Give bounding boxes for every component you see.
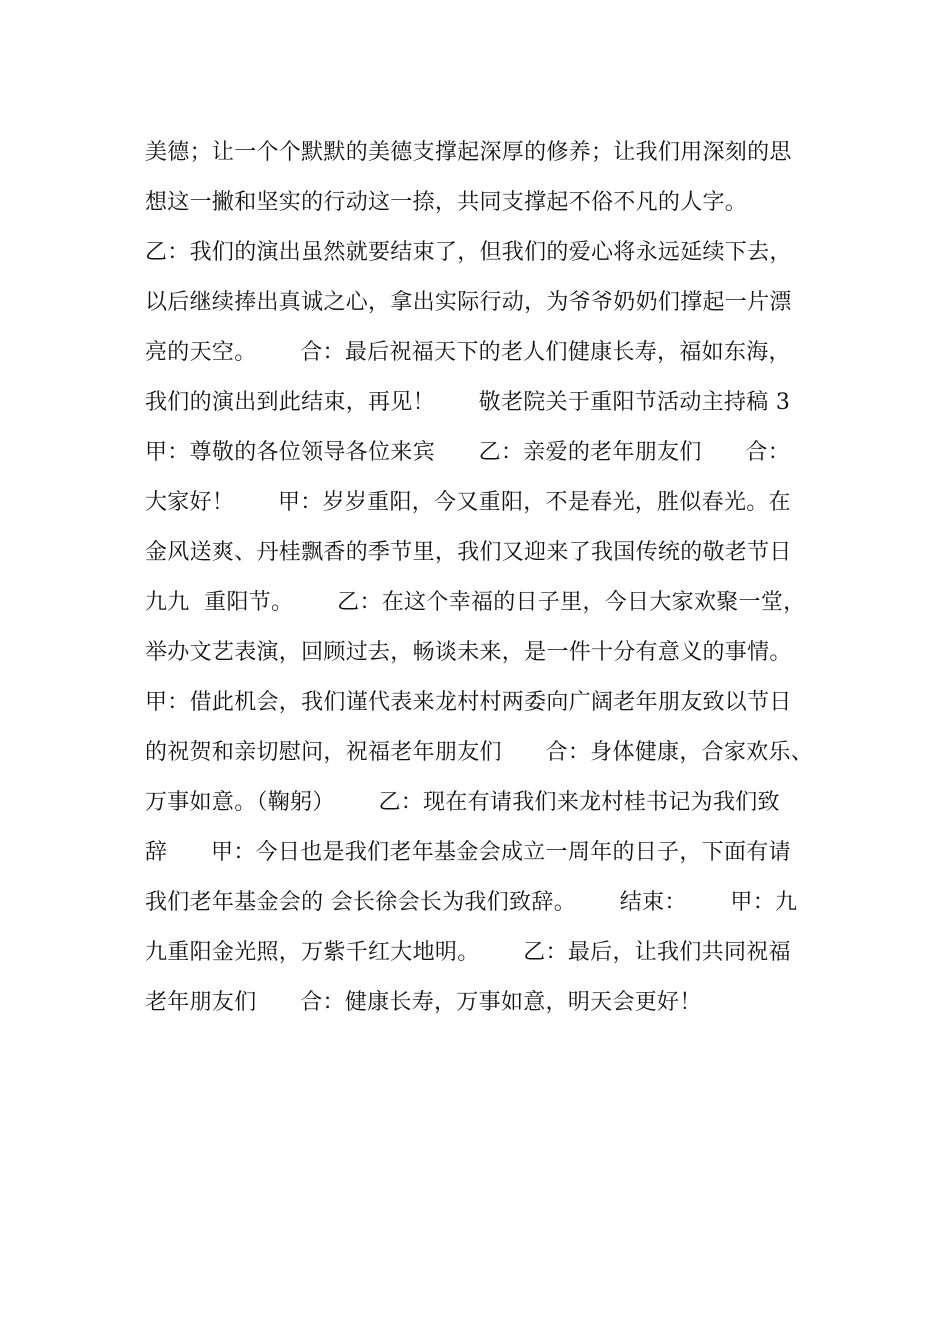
text-line: 万事如意。（鞠躬） 乙：现在有请我们来龙村桂书记为我们致 bbox=[145, 790, 780, 815]
text-line: 大家好！ 甲：岁岁重阳，今又重阳，不是春光，胜似春光。在 bbox=[145, 490, 791, 515]
text-line: 我们的演出到此结束，再见！ 敬老院关于重阳节活动主持稿 3 bbox=[145, 390, 791, 415]
body-text bbox=[145, 133, 845, 1033]
text-line: 以后继续捧出真诚之心，拿出实际行动，为爷爷奶奶们撑起一片漂 bbox=[145, 290, 792, 315]
text-line: 甲：尊敬的各位领导各位来宾 乙：亲爱的老年朋友们 合： bbox=[145, 440, 791, 465]
text-line: 金风送爽、丹桂飘香的季节里，我们又迎来了我国传统的敬老节日 bbox=[145, 540, 792, 565]
text-line: 甲：借此机会，我们谨代表来龙村村两委向广阔老年朋友致以节日 bbox=[145, 690, 792, 715]
text-line: 九九 重阳节。 乙：在这个幸福的日子里，今日大家欢聚一堂， bbox=[145, 590, 806, 615]
text-line: 亮的天空。 合：最后祝福天下的老人们健康长寿，福如东海， bbox=[145, 340, 791, 365]
text-line: 想这一撇和坚实的行动这一捺，共同支撑起不俗不凡的人字。 bbox=[145, 190, 748, 215]
text-line: 乙：我们的演出虽然就要结束了，但我们的爱心将永远延续下去， bbox=[145, 240, 792, 265]
text-line: 我们老年基金会的 会长徐会长为我们致辞。 结束： 甲：九 bbox=[145, 890, 798, 915]
text-line: 老年朋友们 合：健康长寿，万事如意，明天会更好！ bbox=[145, 990, 702, 1015]
text-line: 九重阳金光照，万紫千红大地明。 乙：最后，让我们共同祝福 bbox=[145, 940, 791, 965]
text-line: 美德；让一个个默默的美德支撑起深厚的修养；让我们用深刻的思 bbox=[145, 140, 792, 165]
text-line: 的祝贺和亲切慰问，祝福老年朋友们 合：身体健康，合家欢乐、 bbox=[145, 740, 814, 765]
text-line: 举办文艺表演，回顾过去，畅谈未来，是一件十分有意义的事情。 bbox=[145, 640, 792, 665]
text-line: 辞 甲：今日也是我们老年基金会成立一周年的日子，下面有请 bbox=[145, 840, 791, 865]
